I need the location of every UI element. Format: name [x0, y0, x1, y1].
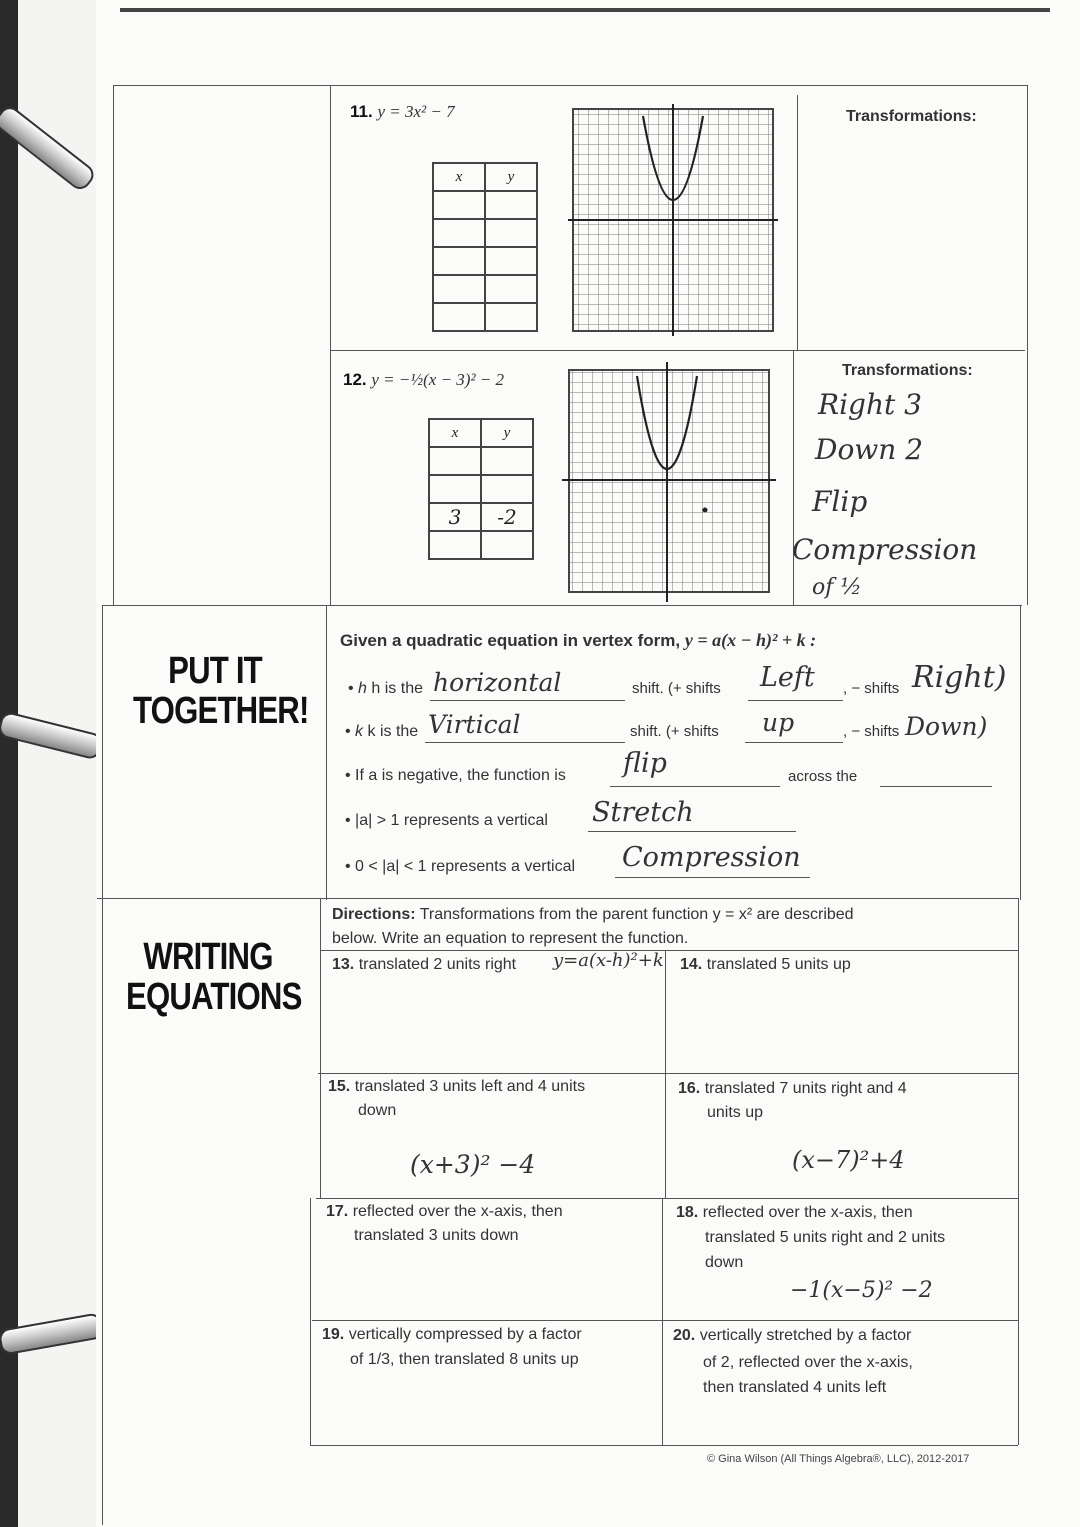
grid-line — [330, 85, 331, 605]
table-cell[interactable] — [429, 531, 481, 559]
grid-line — [312, 1320, 1018, 1321]
problem-20-line3: then translated 4 units left — [703, 1379, 887, 1396]
table-cell[interactable] — [485, 219, 537, 247]
problem-13-answer: y=a(x-h)²+k — [553, 950, 664, 971]
writing-directions: Directions: Transformations from the parent function y = x² are described — [332, 906, 854, 923]
grid-line — [1018, 898, 1019, 1445]
writing-directions-line2: below. Write an equation to represent the function. — [332, 930, 689, 947]
table-cell[interactable] — [481, 447, 533, 475]
a-greater-than-one-statement: • |a| > 1 represents a vertical — [345, 812, 548, 829]
table-cell[interactable] — [433, 247, 485, 275]
k-statement: • k k is the — [345, 723, 419, 740]
table-header-x: x — [429, 419, 481, 447]
problem-20-line2: of 2, reflected over the x-axis, — [703, 1354, 913, 1371]
problem-20: 20. vertically stretched by a factor — [673, 1327, 912, 1344]
table-cell[interactable] — [481, 475, 533, 503]
grid-line — [1020, 605, 1021, 900]
problem-11-table — [432, 162, 538, 332]
grid-line — [320, 898, 321, 1198]
copyright-footer: © Gina Wilson (All Things Algebra®, LLC), 2012-2017 — [707, 1453, 970, 1465]
table-header-x: x — [433, 163, 485, 191]
negative-a-answer: flip — [623, 748, 667, 779]
table-cell[interactable] — [433, 191, 485, 219]
binder-edge — [0, 0, 18, 1527]
top-border — [120, 8, 1050, 12]
k-answer-line — [425, 742, 625, 743]
problem-12-transformations-label: Transformations: — [842, 362, 973, 379]
problem-11-label: 11. y = 3x² − 7 — [350, 102, 455, 121]
table-cell[interactable] — [429, 447, 481, 475]
answer-compression: Compression — [792, 533, 978, 566]
a-less-than-one-statement: • 0 < |a| < 1 represents a vertical — [345, 858, 576, 875]
problem-11-transformations-label: Transformations: — [846, 108, 977, 125]
a-less-than-one-line — [615, 877, 810, 878]
problem-19: 19. vertically compressed by a factor — [322, 1326, 582, 1343]
h-plus-answer: Left — [760, 662, 815, 693]
grid-line — [330, 350, 1025, 351]
problem-17-line2: translated 3 units down — [354, 1227, 519, 1244]
grid-line — [113, 85, 1028, 86]
table-cell[interactable] — [485, 191, 537, 219]
answer-right-3: Right 3 — [818, 388, 922, 421]
grid-line — [316, 1198, 1018, 1199]
problem-16-line2: units up — [707, 1104, 764, 1121]
problem-18-answer: −1(x−5)² −2 — [790, 1278, 933, 1303]
table-header-y: y — [481, 419, 533, 447]
problem-15: 15. translated 3 units left and 4 units — [328, 1078, 586, 1095]
a-greater-than-one-answer: Stretch — [592, 797, 694, 828]
grid-line — [102, 605, 103, 1525]
grid-line — [113, 85, 114, 605]
problem-15-line2: down — [358, 1102, 397, 1119]
grid-line — [326, 605, 327, 900]
table-cell[interactable] — [433, 303, 485, 331]
h-plus-line — [748, 700, 843, 701]
table-cell-y-value[interactable]: -2 — [481, 503, 533, 531]
problem-11-graph — [568, 104, 778, 336]
grid-line — [310, 1445, 1018, 1446]
grid-line — [318, 1073, 1018, 1074]
problem-18: 18. reflected over the x-axis, then — [676, 1204, 913, 1221]
h-minus-answer: Right) — [912, 660, 1007, 695]
vertex-form-intro: Given a quadratic equation in vertex form, y = a(x − h)² + k : — [340, 630, 817, 650]
k-plus-answer: up — [762, 708, 795, 737]
grid-line — [797, 95, 798, 350]
answer-of-half: of ½ — [812, 575, 862, 600]
answer-down-2: Down 2 — [815, 433, 924, 466]
answer-flip: Flip — [812, 485, 868, 518]
h-statement: • h h is the — [348, 680, 423, 697]
h-shift-text: shift. (+ shifts — [632, 680, 721, 697]
section-title-writing-equations: WRITING EQUATIONS — [126, 936, 302, 1018]
problem-16-answer: (x−7)²+4 — [792, 1146, 905, 1174]
problem-14: 14. translated 5 units up — [680, 956, 851, 973]
k-answer: Virtical — [428, 710, 521, 739]
table-cell-x-value[interactable]: 3 — [429, 503, 481, 531]
h-answer-line — [430, 700, 625, 701]
negative-a-statement: • If a is negative, the function is — [345, 767, 566, 784]
k-shift-text: shift. (+ shifts — [630, 723, 719, 740]
vertex-point — [703, 508, 708, 513]
grid-line — [97, 898, 1019, 899]
grid-line — [320, 950, 1018, 951]
negative-a-line — [610, 786, 780, 787]
grid-line — [102, 605, 1022, 606]
across-the-line — [880, 786, 992, 787]
section-title-put-it-together: PUT IT TOGETHER! — [133, 650, 309, 732]
grid-line — [662, 1198, 663, 1445]
problem-19-line2: of 1/3, then translated 8 units up — [350, 1351, 579, 1368]
across-the-text: across the — [788, 768, 858, 785]
problem-16: 16. translated 7 units right and 4 — [678, 1080, 907, 1097]
grid-line — [1027, 85, 1028, 605]
problem-18-line2: translated 5 units right and 2 units — [705, 1229, 946, 1246]
grid-line — [665, 950, 666, 1198]
grid-line — [793, 350, 794, 605]
problem-12-label: 12. y = −½(x − 3)² − 2 — [343, 370, 505, 389]
problem-17: 17. reflected over the x-axis, then — [326, 1203, 563, 1220]
grid-line — [310, 1198, 311, 1445]
h-minus-text: , − shifts — [843, 680, 900, 697]
k-minus-answer: Down) — [905, 712, 988, 741]
problem-15-answer: (x+3)² −4 — [410, 1150, 536, 1179]
k-plus-line — [745, 742, 843, 743]
table-cell[interactable] — [485, 247, 537, 275]
k-minus-text: , − shifts — [843, 723, 900, 740]
problem-12-table — [428, 418, 534, 560]
table-cell[interactable] — [485, 303, 537, 331]
a-less-than-one-answer: Compression — [622, 842, 801, 873]
table-cell[interactable] — [433, 219, 485, 247]
h-answer: horizontal — [433, 668, 562, 697]
table-cell[interactable] — [481, 531, 533, 559]
table-cell[interactable] — [429, 475, 481, 503]
problem-13: 13. translated 2 units right — [332, 956, 517, 973]
a-greater-than-one-line — [588, 831, 796, 832]
problem-12-graph — [562, 362, 776, 602]
table-cell[interactable] — [485, 275, 537, 303]
table-header-y: y — [485, 163, 537, 191]
table-cell[interactable] — [433, 275, 485, 303]
problem-18-line3: down — [705, 1254, 744, 1271]
